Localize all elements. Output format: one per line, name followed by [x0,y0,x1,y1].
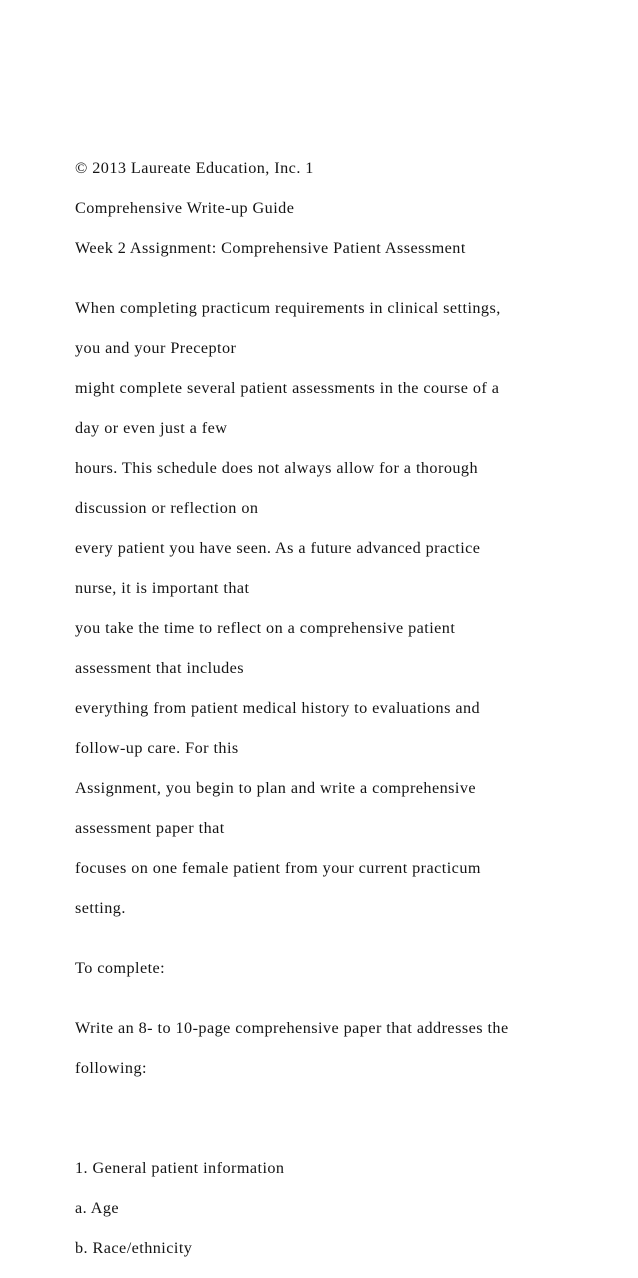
spacer [75,978,620,998]
intro-paragraph [75,278,620,938]
copyright-line: © 2013 Laureate Education, Inc. 1 [75,159,314,177]
list-item: b. Race/ethnicity [75,1239,193,1257]
intro-line: day or even just a few [75,419,228,437]
assignment-heading: Week 2 Assignment: Comprehensive Patient Assessment [75,239,466,257]
intro-line: discussion or reflection on [75,499,259,517]
intro-line: might complete several patient assessments in the course of a [75,379,500,397]
intro-line: assessment paper that [75,819,225,837]
intro-line: nurse, it is important that [75,579,250,597]
instruction-line: Write an 8- to 10-page comprehensive paper that addresses the [75,1019,509,1037]
intro-line: everything from patient medical history to evaluations and [75,699,481,717]
spacer [75,258,620,278]
list-item: 1. General patient information [75,1159,285,1177]
requirements-list [75,1138,620,1278]
intro-line: you take the time to reflect on a comprehensive patient [75,619,456,637]
intro-line: assessment that includes [75,659,245,677]
intro-line: Assignment, you begin to plan and write a comprehensive [75,779,477,797]
intro-line: follow-up care. For this [75,739,239,757]
intro-line: setting. [75,899,126,917]
intro-line: hours. This schedule does not always allow for a thorough [75,459,478,477]
document-body [75,158,620,1278]
intro-line: every patient you have seen. As a future advanced practice [75,539,481,557]
intro-line: focuses on one female patient from your current practicum [75,859,481,877]
intro-line: When completing practicum requirements in clinical settings, [75,299,501,317]
list-item: a. Age [75,1199,120,1217]
spacer [75,218,620,238]
instruction-line: following: [75,1059,147,1077]
spacer [75,178,620,198]
instruction-paragraph [75,998,620,1098]
document-title: Comprehensive Write-up Guide [75,199,295,217]
intro-line: you and your Preceptor [75,339,237,357]
spacer [75,1098,620,1138]
to-complete-heading: To complete: [75,959,166,977]
spacer [75,938,620,958]
